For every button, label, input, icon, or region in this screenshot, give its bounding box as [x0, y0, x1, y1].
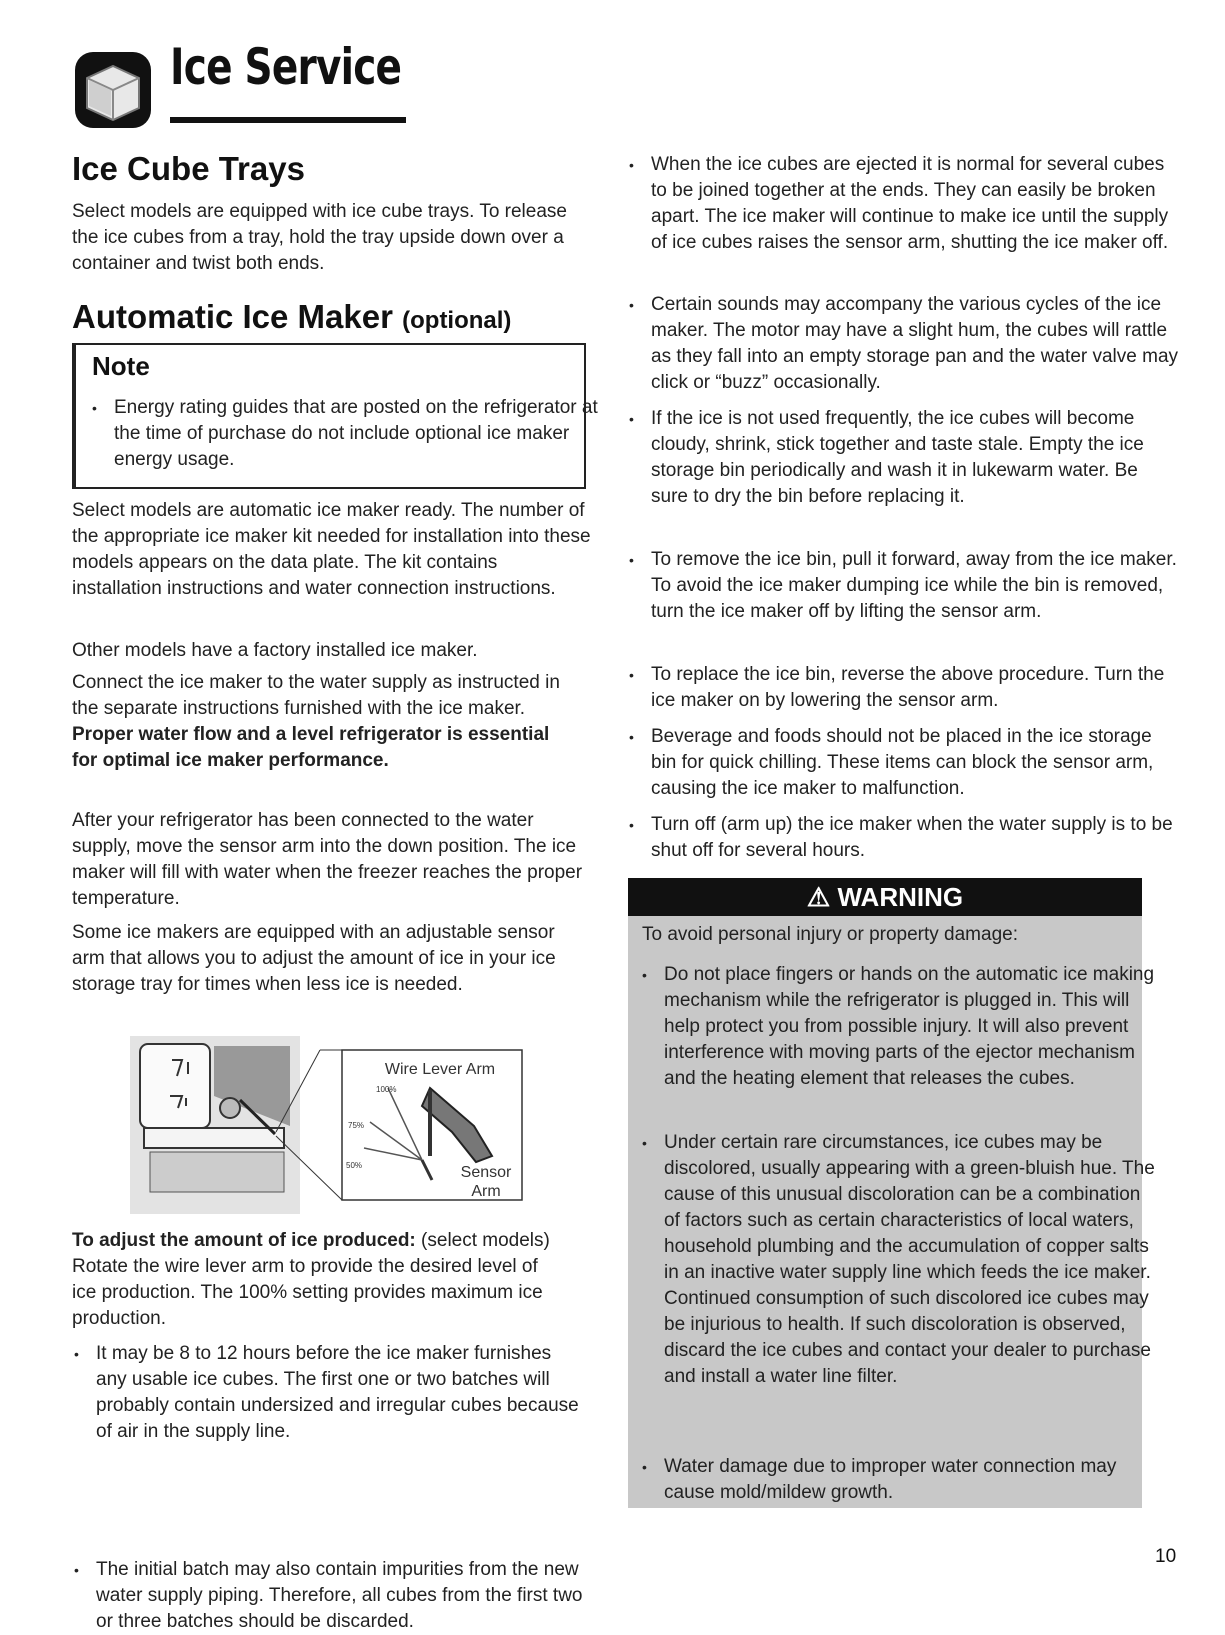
- paragraph-connect: [72, 670, 567, 774]
- note-bullet: • Energy rating guides that are posted on the refrigerator at the time of purchase do not include optional ice maker energy usage.: [86, 395, 604, 473]
- ice-maker-diagram: [130, 1036, 526, 1214]
- right-bullet-4: • To remove the ice bin, pull it forward, away from the ice maker. To avoid the ice maker dumping ice while the bin is removed, turn the ice maker off by lifting the sensor arm.: [623, 547, 1179, 625]
- warning-header: [628, 878, 1142, 916]
- paragraph-after: After your refrigerator has been connected to the water supply, move the sensor arm into the down position. The ice maker will fill with water when the freezer reaches the proper temperature.: [72, 810, 583, 909]
- right-bullet-1: • When the ice cubes are ejected it is normal for several cubes to be joined together at the ends. They can easily be broken apart. The ice maker will continue to make ice until the supply of ice cubes raises the sensor arm, shutting the ice maker off.: [623, 152, 1179, 256]
- right-bullet-2: • Certain sounds may accompany the various cycles of the ice maker. The motor may have a slight hum, the cubes will rattle as they fall into an empty storage pan and the water valve may click or “buzz” occasionally.: [623, 292, 1179, 396]
- ice-maker-heading: [72, 298, 511, 336]
- pct-75-label: 75%: [348, 1121, 365, 1130]
- connect-emphasis: Proper water flow and a level refrigerator is essential for optimal ice maker performance.: [72, 724, 550, 771]
- left-bullet-1: • It may be 8 to 12 hours before the ice maker furnishes any usable ice cubes. The first one or two batches will probably contain undersized and irregular cubes because of air in the supply line.: [68, 1341, 586, 1445]
- paragraph-kit: Select models are automatic ice maker ready. The number of the appropriate ice maker kit needed for installation into these models appears on the data plate. The kit contains installation instructions and water connection instructions.: [72, 500, 591, 599]
- adjust-heading: To adjust the amount of ice produced:: [72, 1230, 416, 1251]
- warning-bullet-1: • Do not place fingers or hands on the automatic ice making mechanism while the refrigerator is plugged in. This will help protect you from possible injury. It will also prevent interference with moving parts of the ejector mechanism and the heating element that releases the cubes.: [636, 962, 1160, 1092]
- sensor-label: Sensor: [460, 1164, 512, 1181]
- left-bullet-2: • The initial batch may also contain impurities from the new water supply piping. Therefore, all cubes from the first two or three batches should be discarded.: [68, 1557, 601, 1635]
- warning-title: WARNING: [837, 882, 964, 912]
- warning-triangle-icon: ⚠: [806, 882, 831, 912]
- trays-text: Select models are equipped with ice cube trays. To release the ice cubes from a tray, hold the tray upside down over a container and twist both ends.: [72, 201, 567, 274]
- note-title: Note: [92, 351, 150, 381]
- title-underline: [170, 117, 406, 123]
- ice-maker-heading-text: Automatic Ice Maker: [72, 298, 393, 335]
- paragraph-factory: Other models have a factory installed ice maker.: [72, 640, 478, 661]
- warning-intro: To avoid personal injury or property damage:: [642, 924, 1018, 945]
- page-number: 10: [1155, 1546, 1177, 1567]
- right-bullet-7: • Turn off (arm up) the ice maker when the water supply is to be shut off for several hours.: [623, 812, 1179, 864]
- right-bullet-5: • To replace the ice bin, reverse the above procedure. Turn the ice maker on by lowering the sensor arm.: [623, 662, 1179, 714]
- paragraph-sensor: Some ice makers are equipped with an adjustable sensor arm that allows you to adjust the amount of ice in your ice storage tray for times when less ice is needed.: [72, 922, 556, 995]
- note-box: [72, 343, 598, 489]
- right-bullet-3: • If the ice is not used frequently, the ice cubes will become cloudy, shrink, stick together and taste stale. Empty the ice storage bin periodically and wash it in lukewarm water. Be sure to dry the bin before replacing it.: [623, 406, 1179, 510]
- warning-box: [628, 878, 1155, 1508]
- arm-label: Arm: [471, 1183, 501, 1200]
- optional-tag: (optional): [402, 307, 512, 334]
- pct-100-label: 100%: [376, 1085, 397, 1094]
- page-title: Ice Service: [170, 38, 402, 96]
- adjust-paragraph: [72, 1228, 552, 1332]
- warning-bullet-3: • Water damage due to improper water connection may cause mold/mildew growth.: [636, 1454, 1160, 1506]
- ice-cube-icon: [73, 48, 153, 130]
- right-bullet-6: • Beverage and foods should not be placed in the ice storage bin for quick chilling. These items can block the sensor arm, causing the ice maker to malfunction.: [623, 724, 1179, 802]
- connect-text: Connect the ice maker to the water supply as instructed in the separate instructions furnished with the ice maker.: [72, 672, 560, 719]
- trays-heading: Ice Cube Trays: [72, 150, 305, 187]
- wire-lever-label: Wire Lever Arm: [384, 1061, 496, 1078]
- warning-bullet-2: • Under certain rare circumstances, ice cubes may be discolored, usually appearing with a green-bluish hue. The cause of this unusual discoloration can be a combination of factors such as certain characteristics of local waters, household plumbing and the accumulation of copper salts in an inactive water supply line which feeds the ice maker. Continued consumption of such discolored ice cubes may be injurious to health. If such discoloration is observed, discard the ice cubes and contact your dealer to purchase and install a water line filter.: [636, 1130, 1160, 1390]
- adjust-text: (select models) Rotate the wire lever arm to provide the desired level of ice production. The 100% setting provides maximum ice production.: [72, 1230, 550, 1329]
- pct-50-label: 50%: [346, 1161, 363, 1170]
